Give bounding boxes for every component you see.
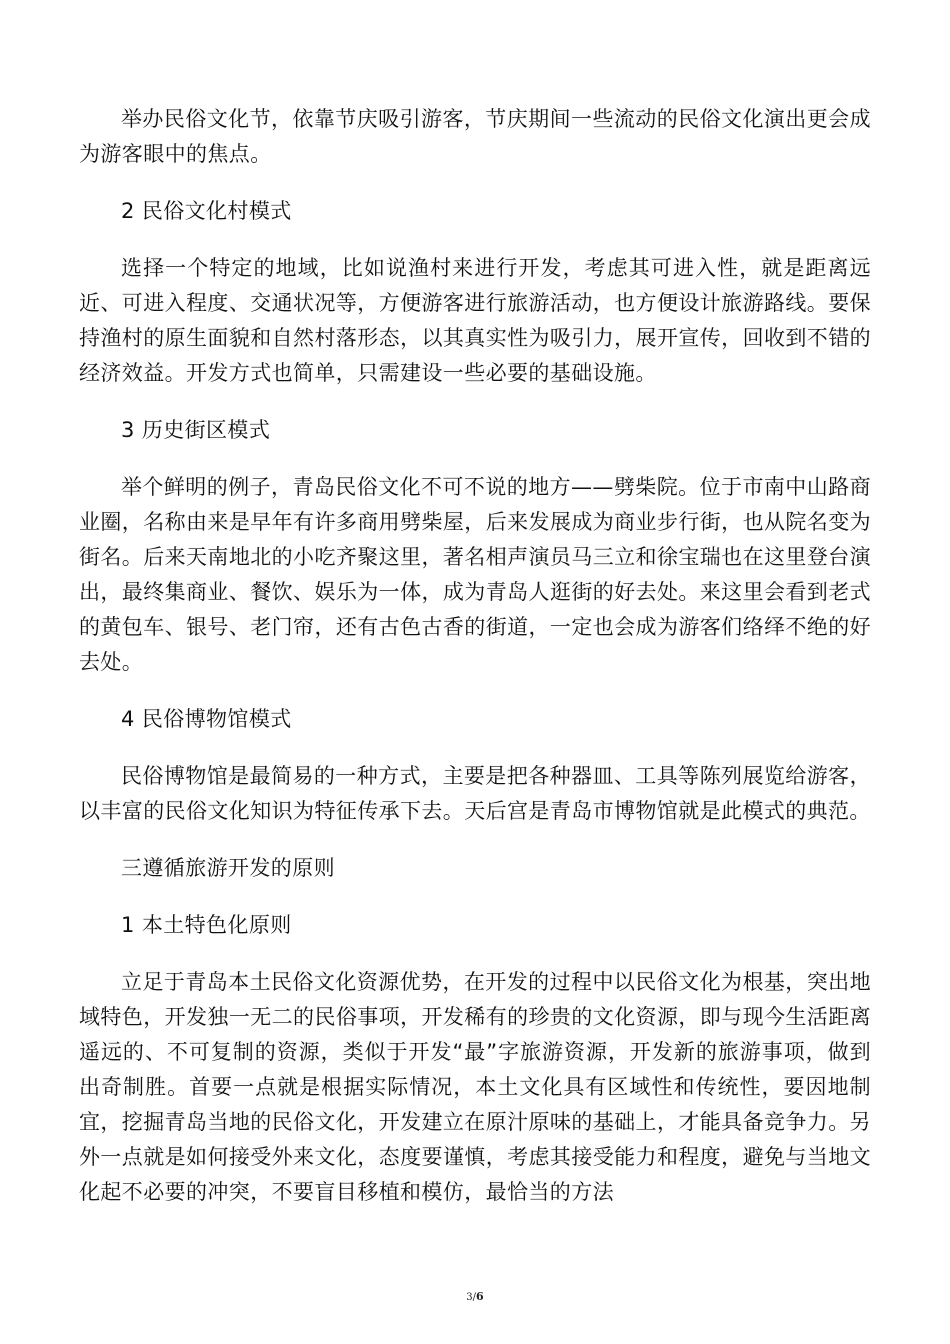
paragraph: 选择一个特定的地域，比如说渔村来进行开发，考虑其可进入性，就是距离远近、可进入程度、交通状况等，方便游客进行旅游活动，也方便设计旅游路线。要保持渔村的原生面貌和自然村落形态，以其真实性为吸引力，展开宣传，回收到不错的经济效益。开发方式也简单，只需建设一些必要的基础设施。 [79,256,871,385]
section-heading: 3 历史街区模式 [121,418,271,442]
paragraph: 举办民俗文化节，依靠节庆吸引游客，节庆期间一些流动的民俗文化演出更会成为游客眼中的焦点。 [79,107,871,166]
document-body [79,102,871,1210]
paragraph: 立足于青岛本土民俗文化资源优势，在开发的过程中以民俗文化为根基，突出地域特色，开发独一无二的民俗事项，开发稀有的珍贵的文化资源，即与现今生活距离遥远的、不可复制的资源，类似于开发“最”字旅游资源，开发新的旅游事项，做到出奇制胜。首要一点就是根据实际情况，本土文化具有区域性和传统性，要因地制宜，挖掘青岛当地的民俗文化，开发建立在原汁原味的基础上，才能具备竞争力。另外一点就是如何接受外来文化，态度要谨慎，考虑其接受能力和程度，避免与当地文化起不必要的冲突，不要盲目移植和模仿，最恰当的方法 [79,970,871,1204]
page-number [0,1290,950,1303]
page-current: 3/ [466,1292,477,1303]
section-heading: 1 本土特色化原则 [121,913,292,937]
page-total: 6 [476,1290,484,1303]
section-heading: 2 民俗文化村模式 [121,199,292,223]
chapter-heading: 三遵循旅游开发的原则 [121,856,335,880]
paragraph: 举个鲜明的例子，青岛民俗文化不可不说的地方——劈柴院。位于市南中山路商业圈，名称由来是早年有许多商用劈柴屋，后来发展成为商业步行街，也从院名变为街名。后来天南地北的小吃齐聚这里，著名相声演员马三立和徐宝瑞也在这里登台演出，最终集商业、餐饮、娱乐为一体，成为青岛人逛街的好去处。来这里会看到老式的黄包车、银号、老门帘，还有古色古香的街道，一定也会成为游客们络绎不绝的好去处。 [79,475,871,674]
paragraph: 民俗博物馆是最简易的一种方式，主要是把各种器皿、工具等陈列展览给游客，以丰富的民俗文化知识为特征传承下去。天后宫是青岛市博物馆就是此模式的典范。 [79,764,871,823]
section-heading: 4 民俗博物馆模式 [121,707,292,731]
